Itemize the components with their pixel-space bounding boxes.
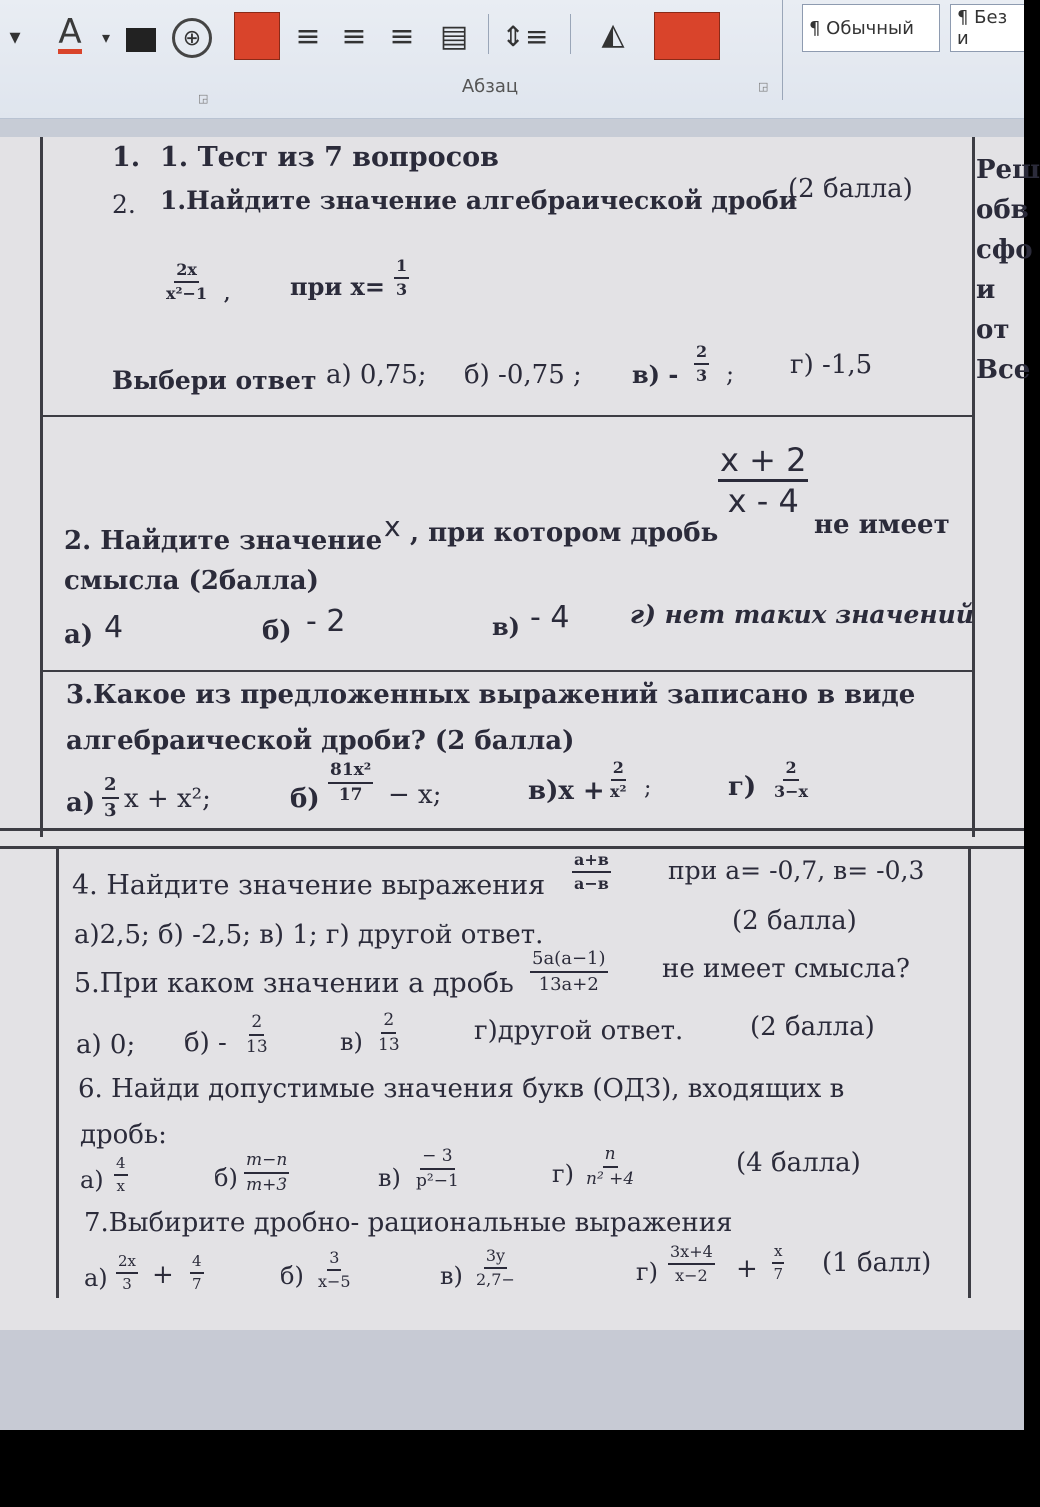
q7-a-num-1: 2x: [116, 1254, 138, 1274]
q6-answer-d[interactable]: г): [552, 1160, 574, 1188]
q5-answer-a[interactable]: а) 0;: [76, 1030, 136, 1060]
q6-answer-c[interactable]: в): [378, 1164, 401, 1192]
q1-x-fraction: [394, 258, 409, 298]
q7-b-fraction: [318, 1250, 351, 1290]
q1-comma: ,: [224, 284, 231, 305]
style-no-spacing[interactable]: ¶ Без и: [950, 4, 1024, 52]
q1-c-fraction: [694, 344, 709, 384]
q6-line-1: 6. Найди допустимые значения букв (ОДЗ), входящих в: [78, 1074, 845, 1104]
highlight-color-icon[interactable]: [126, 28, 156, 52]
toolbar-separator: [782, 0, 783, 100]
paragraph-group-label: Абзац: [461, 76, 519, 97]
q2-text-1: 2. Найдите значение: [64, 526, 383, 556]
q5-frac-den: 13a+2: [538, 974, 599, 995]
table-row-divider: [40, 670, 974, 672]
q3-d-den: 3−x: [774, 782, 809, 801]
q3-a-num: 2: [102, 776, 119, 799]
q2-fraction: [718, 441, 808, 520]
q3-b-fraction: [328, 762, 373, 804]
q5-answer-c[interactable]: в): [340, 1028, 363, 1056]
q7-a-fraction-1: [116, 1254, 138, 1292]
test-title: 1. Тест из 7 вопросов: [160, 142, 499, 173]
q6-d-den: n² +4: [586, 1169, 635, 1189]
dialog-launcher-icon[interactable]: ◲: [198, 92, 209, 105]
q2-answer-c-label: в): [492, 612, 521, 641]
q1-at: при x=: [290, 272, 385, 301]
q1-c-den: 3: [696, 366, 708, 385]
q5-frac-num: 5a(a−1): [530, 950, 608, 973]
q3-answer-b[interactable]: − x;: [388, 780, 442, 810]
table-row-divider: [40, 415, 974, 417]
q7-b-den: x−5: [318, 1272, 351, 1291]
q2-text-2: , при котором дробь: [410, 518, 719, 548]
q7-a-den-2: 7: [192, 1275, 202, 1293]
q6-points: (4 балла): [736, 1148, 861, 1178]
q4-frac-den: a−в: [574, 874, 609, 893]
q1-fraction: [166, 262, 207, 302]
paint-bucket-icon[interactable]: ◭: [601, 16, 625, 52]
table-border-right: [968, 848, 971, 1298]
q1-c-num: 2: [694, 344, 709, 365]
page-break-line: [0, 828, 1024, 831]
font-color-letter: A: [58, 11, 82, 52]
side-line: Реш: [976, 155, 1040, 185]
q5-b-num: 2: [249, 1014, 264, 1036]
q2-answer-c[interactable]: - 4: [530, 600, 570, 635]
q3-line-2: алгебраической дроби? (2 балла): [66, 726, 575, 756]
table-border-left: [56, 848, 59, 1298]
q5-answer-d[interactable]: г)другой ответ.: [474, 1016, 684, 1046]
q6-c-fraction: [416, 1148, 459, 1190]
shading-color-icon[interactable]: [234, 12, 280, 60]
q4-condition: при a= -0,7, в= -0,3: [668, 856, 925, 885]
table-border-right: [972, 137, 975, 837]
side-cell: [976, 150, 1040, 390]
q5-text-2: не имеет смысла?: [662, 954, 910, 984]
q6-answer-b[interactable]: б): [214, 1164, 238, 1192]
ruler-gap: [0, 119, 1024, 137]
status-area: [0, 1330, 1024, 1430]
align-right-icon[interactable]: ≡: [389, 18, 415, 54]
q2-answer-a-label: а): [64, 620, 94, 650]
q5-c-fraction: [378, 1012, 400, 1054]
q7-c-num: 3y: [484, 1248, 507, 1269]
q6-a-num: 4: [114, 1156, 128, 1176]
q7-answer-a[interactable]: а): [84, 1264, 108, 1292]
q3-c-label[interactable]: в)x +: [528, 776, 605, 806]
q2-answer-b[interactable]: - 2: [306, 604, 346, 639]
list-number-2: 2.: [112, 190, 136, 219]
q6-a-fraction: [114, 1156, 128, 1194]
align-left-icon[interactable]: ≡: [295, 18, 321, 54]
page-break-line: [0, 846, 1024, 849]
q4-points: (2 балла): [732, 906, 857, 936]
q7-b-num: 3: [327, 1250, 341, 1271]
q3-c-den: x²: [610, 782, 627, 801]
q3-c-fraction: [610, 760, 627, 800]
q4-answers: а)2,5; б) -2,5; в) 1; г) другой ответ.: [74, 920, 544, 950]
q5-c-num: 2: [381, 1012, 396, 1034]
q7-a-fraction-2: [190, 1254, 204, 1292]
q4-frac-num: a+в: [572, 852, 611, 873]
dialog-launcher-icon[interactable]: ◲: [758, 80, 769, 93]
q6-line-2: дробь:: [80, 1120, 167, 1150]
q2-frac-den: x - 4: [727, 482, 799, 520]
q4-text: 4. Найдите значение выражения: [72, 870, 546, 901]
q3-a-label: а): [66, 788, 96, 818]
align-center-icon[interactable]: ≡: [341, 18, 367, 54]
q7-d-plus: +: [736, 1254, 758, 1284]
q6-d-fraction: [586, 1146, 634, 1188]
q5-c-den: 13: [378, 1035, 400, 1055]
q6-c-num: − 3: [420, 1148, 454, 1170]
q3-d-num: 2: [783, 760, 798, 781]
list-number-1: 1.: [112, 142, 141, 173]
table-border-left: [40, 137, 43, 837]
q7-d-num-2: x: [772, 1244, 784, 1264]
ribbon-toolbar: [0, 0, 1024, 119]
q7-answer-d[interactable]: г): [636, 1258, 658, 1286]
q6-b-den: m+3: [246, 1175, 288, 1195]
q5-b-den: 13: [246, 1037, 268, 1057]
q7-a-num-2: 4: [190, 1254, 204, 1274]
fill-color-icon[interactable]: [654, 12, 720, 60]
q6-b-num: m−n: [244, 1152, 289, 1174]
q2-variable: x: [384, 510, 401, 543]
side-line: и от: [976, 275, 1010, 345]
side-line: обв: [976, 195, 1029, 225]
q3-a-fraction: [102, 776, 119, 820]
dropdown-arrow-icon[interactable]: ▾: [9, 24, 21, 50]
q3-d-fraction: [774, 760, 808, 800]
line-spacing-icon[interactable]: ⇕≡: [501, 19, 549, 53]
q3-b-num: 81x²: [328, 762, 373, 784]
toolbar-separator: [488, 14, 489, 54]
q1-answer-a[interactable]: а) 0,75;: [326, 360, 427, 390]
q1-answer-b[interactable]: б) -0,75 ;: [464, 360, 582, 390]
q7-d-den-2: 7: [773, 1265, 783, 1283]
q7-c-fraction: [476, 1248, 515, 1288]
q3-line-1: 3.Какое из предложенных выражений записано в виде: [66, 680, 916, 710]
q7-d-fraction-2: [772, 1244, 784, 1282]
q1-choose: Выбери ответ: [112, 366, 317, 395]
q3-answer-a[interactable]: x + x²;: [124, 784, 211, 814]
q5-fraction: [530, 950, 608, 994]
q1-answer-c[interactable]: в) -: [632, 360, 679, 389]
q6-c-den: p²−1: [416, 1171, 459, 1191]
side-line: сфо: [976, 235, 1033, 265]
q6-b-fraction: [244, 1152, 289, 1194]
q2-answer-a[interactable]: 4: [104, 610, 124, 645]
style-normal[interactable]: ¶ Обычный: [802, 4, 940, 52]
chevron-down-icon[interactable]: ▾: [101, 27, 111, 47]
font-color-button[interactable]: [50, 12, 90, 56]
justify-icon[interactable]: ▤: [439, 18, 469, 54]
q3-d-label[interactable]: г): [728, 772, 757, 802]
q5-text: 5.При каком значении а дробь: [74, 968, 514, 999]
q3-c-end: ;: [644, 776, 652, 801]
q1-answer-d[interactable]: г) -1,5: [790, 350, 873, 380]
q6-answer-a[interactable]: а): [80, 1166, 104, 1194]
question-1-title: 1.Найдите значение алгебраической дроби: [160, 186, 798, 215]
q3-c-num: 2: [611, 760, 626, 781]
q4-fraction: [572, 852, 611, 892]
globe-icon[interactable]: ⊕: [172, 18, 212, 58]
q7-c-den: 2,7−: [476, 1270, 515, 1289]
q7-d-fraction: [668, 1244, 715, 1284]
q7-d-num: 3x+4: [668, 1244, 715, 1265]
q7-answer-b[interactable]: б): [280, 1262, 304, 1290]
q2-frac-num: x + 2: [718, 444, 808, 482]
side-line: Все: [976, 355, 1031, 385]
q3-b-label: б): [290, 784, 320, 814]
q2-answer-b-label: б): [262, 616, 292, 646]
q3-b-den: 17: [338, 785, 363, 805]
toolbar-separator: [570, 14, 571, 54]
q7-d-den: x−2: [675, 1266, 708, 1285]
q7-a-den-1: 3: [122, 1275, 132, 1293]
q6-d-num: n: [603, 1146, 618, 1168]
q5-answer-b[interactable]: б) -: [184, 1028, 227, 1058]
q2-text-3: не имеет: [814, 510, 950, 540]
q2-text-4: смысла (2балла): [64, 566, 319, 596]
question-1-points: (2 балла): [788, 174, 913, 204]
q5-points: (2 балла): [750, 1012, 875, 1042]
q1-x-den: 3: [396, 280, 408, 299]
q7-text: 7.Выбирите дробно- рациональные выражения: [84, 1208, 733, 1238]
q1-frac-num: 2x: [174, 262, 199, 283]
q7-points: (1 балл): [822, 1248, 932, 1278]
q7-answer-c[interactable]: в): [440, 1262, 463, 1290]
q2-answer-d[interactable]: г) нет таких значений: [630, 600, 974, 629]
q1-frac-den: x²−1: [166, 284, 208, 303]
q3-a-den: 3: [104, 800, 117, 821]
q5-b-fraction: [246, 1014, 268, 1056]
q7-a-plus: +: [152, 1260, 174, 1290]
q6-a-den: x: [116, 1177, 125, 1195]
q1-c-end: ;: [726, 360, 735, 388]
q1-x-num: 1: [394, 258, 409, 279]
